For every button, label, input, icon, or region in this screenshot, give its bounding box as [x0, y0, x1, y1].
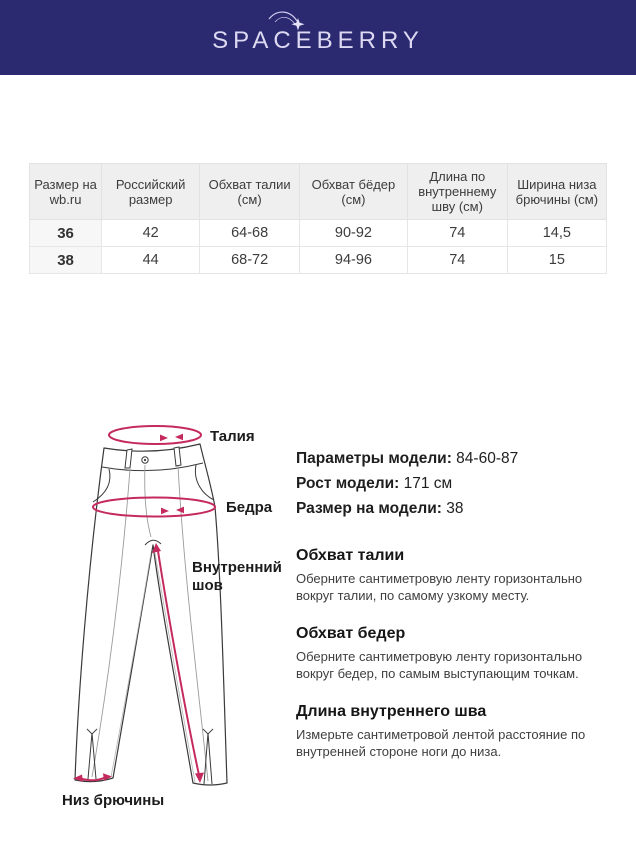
table-cell: 68-72	[200, 247, 300, 274]
section-waist	[296, 547, 616, 604]
table-cell: 74	[407, 247, 507, 274]
table-cell: 90-92	[300, 220, 408, 247]
table-row	[30, 247, 607, 274]
model-height-label: Рост модели:	[296, 475, 400, 492]
model-size-label: Размер на модели:	[296, 500, 442, 517]
model-height-line	[296, 471, 616, 496]
table-cell: 74	[407, 220, 507, 247]
column-header-hem-width: Ширина низа брючины (см)	[507, 164, 606, 220]
inseam-label: Внутренний шов	[192, 559, 282, 594]
waist-label: Талия	[210, 428, 255, 445]
column-header-wb-size: Размер на wb.ru	[30, 164, 102, 220]
table-cell: 15	[507, 247, 606, 274]
trousers-measurement-diagram	[30, 415, 292, 848]
table-cell: 14,5	[507, 220, 606, 247]
hips-label: Бедра	[226, 499, 273, 516]
table-header-row	[30, 164, 607, 220]
section-hips-text: Оберните сантиметровую ленту горизонтально вокруг бедер, по самым выступающим точкам.	[296, 649, 583, 681]
brand-logo: SPACEBERRY	[212, 27, 424, 54]
table-cell: 42	[102, 220, 200, 247]
section-waist-title: Обхват талии	[296, 547, 405, 564]
table-cell: 44	[102, 247, 200, 274]
model-parameters-label: Параметры модели:	[296, 450, 452, 467]
section-inseam-text: Измерьте сантиметровой лентой расстояние по внутренней стороне ноги до низа.	[296, 727, 586, 759]
table-cell: 38	[30, 247, 102, 274]
trousers-drawing	[30, 415, 292, 848]
column-header-hips: Обхват бёдер (см)	[300, 164, 408, 220]
table-cell: 94-96	[300, 247, 408, 274]
model-height-value: 171 см	[403, 475, 453, 492]
size-table	[29, 163, 607, 274]
section-hips	[296, 625, 616, 682]
table-cell: 64-68	[200, 220, 300, 247]
section-waist-text: Оберните сантиметровую ленту горизонтально вокруг талии, по самому узкому месту.	[296, 571, 583, 603]
column-header-waist: Обхват талии (см)	[200, 164, 300, 220]
model-parameters-line	[296, 446, 616, 471]
model-parameters-value: 84-60-87	[456, 450, 519, 467]
brand-banner	[0, 0, 636, 75]
hem-label: Низ брючины	[62, 792, 165, 809]
model-size-value: 38	[446, 500, 464, 517]
measurement-info-column	[296, 446, 616, 760]
table-cell: 36	[30, 220, 102, 247]
table-row	[30, 220, 607, 247]
column-header-ru-size: Российский размер	[102, 164, 200, 220]
column-header-inseam: Длина по внутреннему шву (см)	[407, 164, 507, 220]
section-inseam	[296, 703, 616, 760]
section-hips-title: Обхват бедер	[296, 625, 406, 642]
section-inseam-title: Длина внутреннего шва	[296, 703, 487, 720]
model-size-line	[296, 496, 616, 521]
